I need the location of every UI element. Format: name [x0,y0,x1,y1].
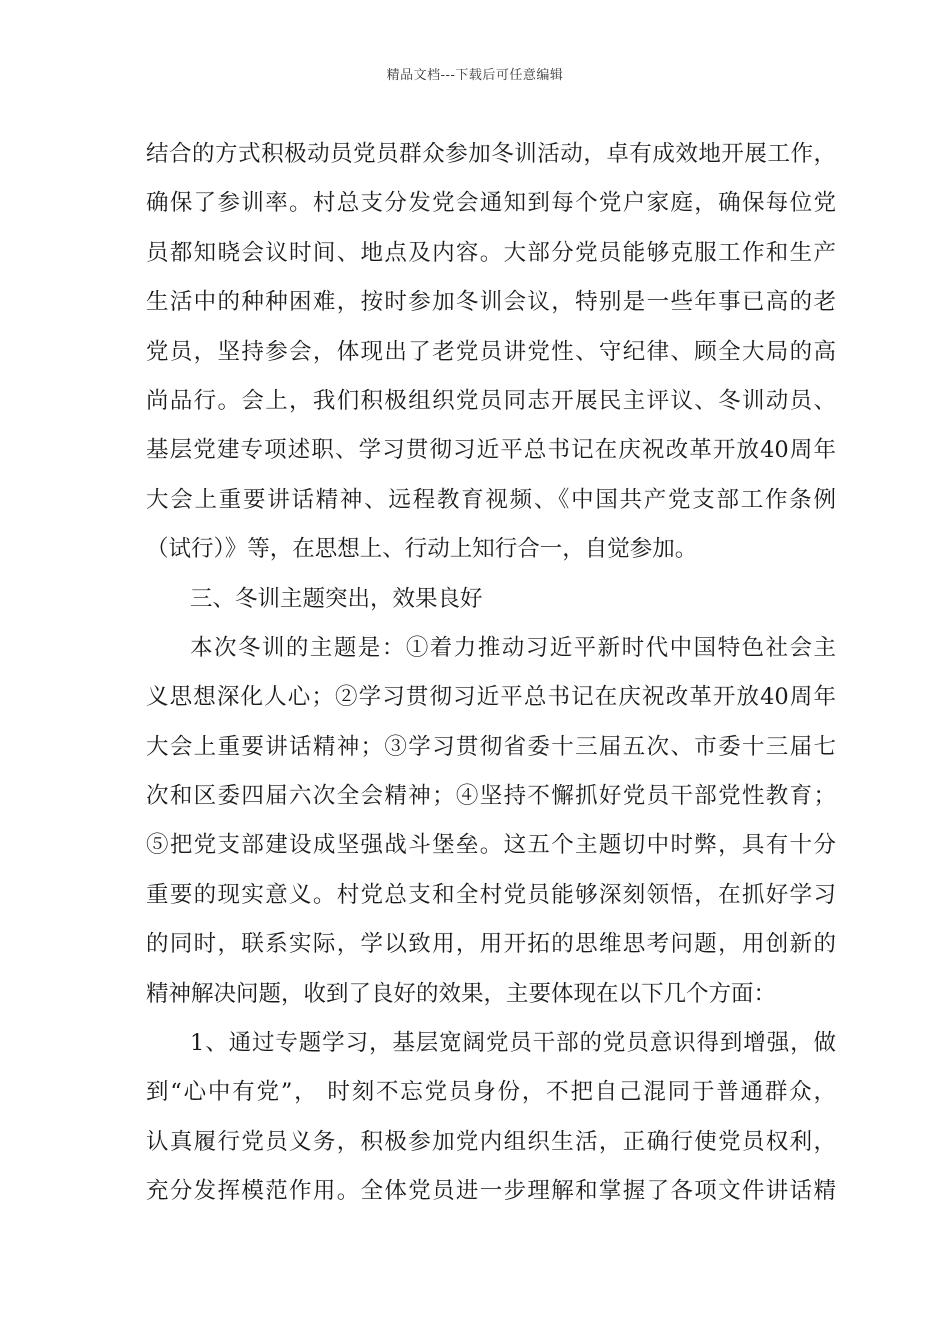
paragraph-line: 员都知晓会议时间、地点及内容。大部分党员能够克服工作和生产 [146,239,836,266]
paragraph-line: 义思想深化人心；②学习贯彻习近平总书记在庆祝改革开放40周年 [146,684,836,711]
paragraph-line: 重要的现实意义。村党总支和全村党员能够深刻领悟，在抓好学习 [146,881,836,908]
paragraph-line: 的同时，联系实际，学以致用，用开拓的思维思考问题，用创新的 [146,931,836,958]
paragraph-last-line: （试行）》等，在思想上、行动上知行合一，自觉参加。 [146,536,698,563]
document-body [146,130,836,1217]
paragraph-line: 到“心中有党”， 时刻不忘党员身份，不把自己混同于普通群众， [146,1079,836,1106]
paragraph-line: 结合的方式积极动员党员群众参加冬训活动，卓有成效地开展工作， [146,141,836,167]
paragraph-line: 认真履行党员义务，积极参加党内组织生活，正确行使党员权利， [146,1128,836,1155]
paragraph-line: 大会上重要讲话精神、远程教育视频、《中国共产党支部工作条例 [146,486,836,513]
paragraph-line: 生活中的种种困难，按时参加冬训会议，特别是一些年事已高的老 [146,289,836,316]
paragraph-line: ⑤把党支部建设成坚强战斗堡垒。这五个主题切中时弊，具有十分 [146,832,836,859]
paragraph-line: 基层党建专项述职、学习贯彻习近平总书记在庆祝改革开放40周年 [146,437,836,464]
section-heading: 三、冬训主题突出，效果良好 [190,585,483,612]
paragraph-line: 大会上重要讲话精神；③学习贯彻省委十三届五次、市委十三届七 [146,733,836,760]
paragraph-line: 尚品行。会上，我们积极组织党员同志开展民主评议、冬训动员、 [146,387,836,414]
paragraph-line: 次和区委四届六次全会精神；④坚持不懈抓好党员干部党性教育； [146,783,836,810]
page-header: 精品文档---下载后可任意编辑 [386,68,564,83]
paragraph-first-line: 1、通过专题学习，基层宽阔党员干部的党员意识得到增强，做 [190,1030,836,1057]
paragraph-line: 党员，坚持参会，体现出了老党员讲党性、守纪律、顾全大局的高 [146,338,836,365]
paragraph-line: 确保了参训率。村总支分发党会通知到每个党户家庭，确保每位党 [146,190,836,217]
paragraph-first-line: 本次冬训的主题是：①着力推动习近平新时代中国特色社会主 [190,634,836,661]
paragraph-line: 充分发挥模范作用。全体党员进一步理解和掌握了各项文件讲话精 [146,1178,836,1205]
paragraph-last-line: 精神解决问题，收到了良好的效果，主要体现在以下几个方面： [146,980,777,1007]
